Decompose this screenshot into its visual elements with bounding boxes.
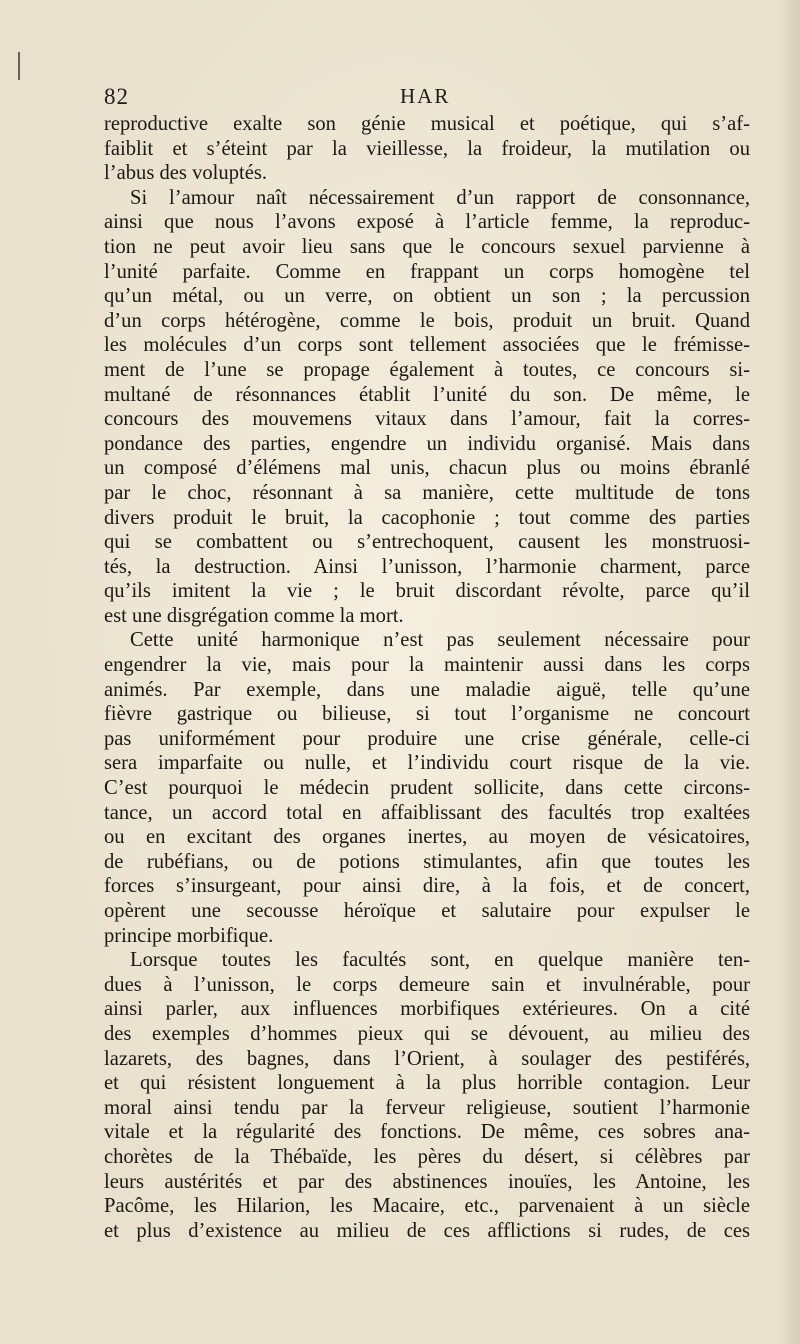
running-head <box>104 84 748 114</box>
text-line: l’unité parfaite. Comme en frappant un corps homogène tel <box>104 260 750 283</box>
text-line: C’est pourquoi le médecin prudent sollicite, dans cette circons- <box>104 777 750 800</box>
body-text <box>104 112 750 1243</box>
text-line: sera imparfaite ou nulle, et l’individu court risque de la vie. <box>104 752 750 775</box>
paragraph-4 <box>104 948 750 1243</box>
text-line: lazarets, des bagnes, dans l’Orient, à soulager des pestiférés, <box>104 1047 750 1070</box>
paragraph-2 <box>104 186 750 629</box>
margin-mark <box>18 52 20 80</box>
text-line: multané de résonnances établit l’unité du son. De même, le <box>104 383 750 406</box>
text-line: est une disgrégation comme la mort. <box>104 604 404 627</box>
text-line: Pacôme, les Hilarion, les Macaire, etc., parvenaient à un siècle <box>104 1195 750 1218</box>
text-line: et plus d’existence au milieu de ces afflictions si rudes, de ces <box>104 1219 750 1242</box>
text-line: dues à l’unisson, le corps demeure sain et invulnérable, pour <box>104 973 750 996</box>
text-line: ou en excitant des organes inertes, au moyen de vésicatoires, <box>104 826 750 849</box>
text-line: moral ainsi tendu par la ferveur religieuse, soutient l’harmonie <box>104 1096 750 1119</box>
text-line: des exemples d’hommes pieux qui se dévouent, au milieu des <box>104 1022 750 1045</box>
text-line: pas uniformément pour produire une crise générale, celle-ci <box>104 727 750 750</box>
text-line: qui se combattent ou s’entrechoquent, causent les monstruosi- <box>104 531 750 554</box>
text-line: Si l’amour naît nécessairement d’un rapport de consonnance, <box>130 186 750 209</box>
paragraph-1 <box>104 112 750 186</box>
text-line: opèrent une secousse héroïque et salutaire pour expulser le <box>104 900 750 922</box>
text-line: leurs austérités et par des abstinences inouïes, les Antoine, les <box>104 1170 750 1193</box>
text-line: d’un corps hétérogène, comme le bois, produit un bruit. Quand <box>104 309 750 332</box>
text-line: tion ne peut avoir lieu sans que le concours sexuel parvienne à <box>104 235 750 258</box>
text-line: divers produit le bruit, la cacophonie ; tout comme des parties <box>104 506 750 529</box>
text-line: reproductive exalte son génie musical et poétique, qui s’af- <box>104 113 750 135</box>
text-line: forces s’insurgeant, pour ainsi dire, à la fois, et de concert, <box>104 875 750 898</box>
text-line: qu’un métal, ou un verre, on obtient un son ; la percussion <box>104 285 750 308</box>
text-line: Lorsque toutes les facultés sont, en quelque manière ten- <box>130 949 750 972</box>
text-line: ainsi parler, aux influences morbifiques extérieures. On a cité <box>104 998 750 1021</box>
text-line: chorètes de la Thébaïde, les pères du désert, si célèbres par <box>104 1145 750 1168</box>
text-line: les molécules d’un corps sont tellement associées que le frémisse- <box>104 334 750 357</box>
text-line: engendrer la vie, mais pour la maintenir aussi dans les corps <box>104 654 750 677</box>
text-line: par le choc, résonnant à sa manière, cette multitude de tons <box>104 481 750 504</box>
running-headword: HAR <box>400 84 451 108</box>
text-line: vitale et la régularité des fonctions. De même, ces sobres ana- <box>104 1121 750 1144</box>
text-line: et qui résistent longuement à la plus horrible contagion. Leur <box>104 1072 750 1095</box>
text-line: pondance des parties, engendre un individu organisé. Mais dans <box>104 432 750 455</box>
text-line: l’abus des voluptés. <box>104 162 268 185</box>
text-line: animés. Par exemple, dans une maladie aiguë, telle qu’une <box>104 678 750 701</box>
text-line: tance, un accord total en affaiblissant des facultés trop exaltées <box>104 801 750 824</box>
text-line: principe morbifique. <box>104 924 274 947</box>
text-line: qu’ils imitent la vie ; le bruit discordant révolte, parce qu’il <box>104 580 750 603</box>
text-line: faiblit et s’éteint par la vieillesse, la froideur, la mutilation ou <box>104 137 750 160</box>
paragraph-3 <box>104 628 750 948</box>
text-line: ment de l’une se propage également à toutes, ce concours si- <box>104 358 750 381</box>
text-line: concours des mouvemens vitaux dans l’amour, fait la corres- <box>104 408 750 431</box>
text-line: de rubéfians, ou de potions stimulantes, afin que toutes les <box>104 850 750 873</box>
text-line: Cette unité harmonique n’est pas seulement nécessaire pour <box>130 629 750 652</box>
page-edge-shadow <box>778 0 800 1344</box>
text-line: un composé d’élémens mal unis, chacun plus ou moins ébranlé <box>104 457 750 480</box>
page-number: 82 <box>104 84 129 109</box>
text-line: fièvre gastrique ou bilieuse, si tout l’organisme ne concourt <box>104 703 750 726</box>
text-line: ainsi que nous l’avons exposé à l’article femme, la reproduc- <box>104 211 750 234</box>
text-line: tés, la destruction. Ainsi l’unisson, l’harmonie charment, parce <box>104 555 750 578</box>
